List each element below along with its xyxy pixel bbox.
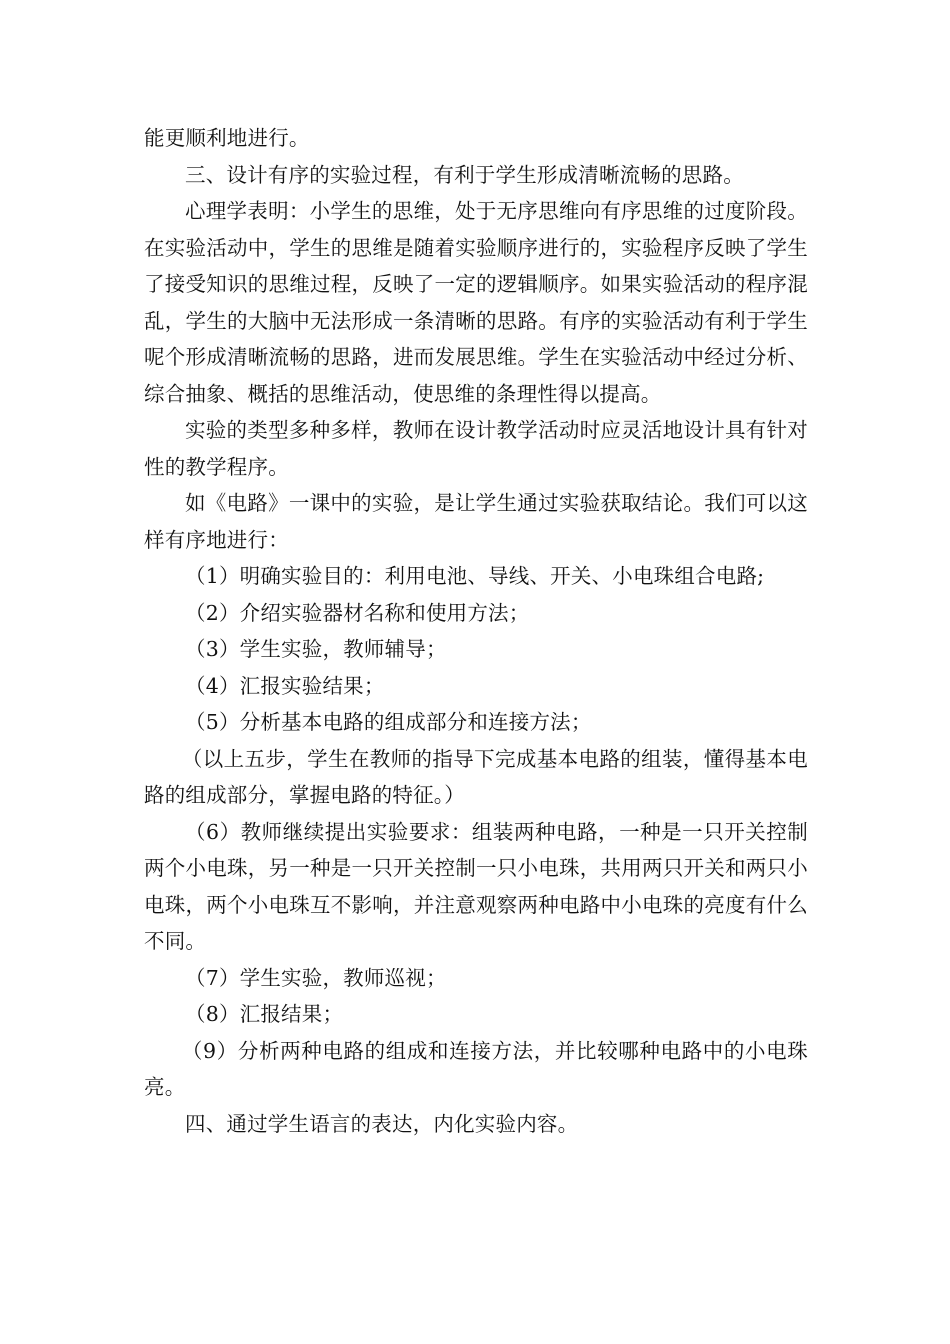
list-item-step-7: （7）学生实验，教师巡视； bbox=[185, 965, 447, 990]
list-item-step-4: （4）汇报实验结果； bbox=[185, 673, 385, 698]
section-heading-4: 四、通过学生语言的表达，内化实验内容。 bbox=[185, 1111, 579, 1136]
list-item-step-5: （5）分析基本电路的组成部分和连接方法； bbox=[185, 710, 592, 734]
list-item-step-1: （1）明确实验目的：利用电池、导线、开关、小电珠组合电路; bbox=[185, 564, 765, 588]
list-item-step-8: （8）汇报结果； bbox=[185, 1002, 344, 1026]
paragraph-circuit-example: 如《电路》一课中的实验，是让学生通过实验获取结论。我们可以这样有序地进行： bbox=[144, 491, 808, 552]
paragraph-experiment-types: 实验的类型多种多样，教师在设计教学活动时应灵活地设计具有针对性的教学程序。 bbox=[144, 418, 808, 479]
list-item-step-6: （6）教师继续提出实验要求：组装两种电路，一种是一只开关控制两个小电珠，另一种是一只开关控制一只小电珠，共用两只开关和两只小电珠，两个小电珠互不影响，并注意观察两种电路中小电珠的亮度有什么不同。 bbox=[144, 819, 808, 953]
list-item-step-2: （2）介绍实验器材名称和使用方法； bbox=[185, 600, 530, 625]
section-heading-3: 三、设计有序的实验过程，有利于学生形成清晰流畅的思路。 bbox=[185, 162, 744, 187]
paragraph-continuation: 能更顺利地进行。 bbox=[144, 126, 310, 150]
paragraph-steps-summary: （以上五步，学生在教师的指导下完成基本电路的组装，懂得基本电路的组成部分，掌握电路的特征。） bbox=[144, 746, 808, 807]
list-item-step-3: （3）学生实验，教师辅导； bbox=[185, 637, 447, 661]
list-item-step-9: （9）分析两种电路的组成和连接方法，并比较哪种电路中的小电珠亮。 bbox=[144, 1038, 808, 1099]
paragraph-psychology: 心理学表明：小学生的思维，处于无序思维向有序思维的过度阶段。在实验活动中，学生的思维是随着实验顺序进行的，实验程序反映了学生了接受知识的思维过程，反映了一定的逻辑顺序。如果实验活动的程序混乱，学生的大脑中无法形成一条清晰的思路。有序的实验活动有利于学生呢个形成清晰流畅的思路，进而发展思维。学生在实验活动中经过分析、综合抽象、概括的思维活动，使思维的条理性得以提高。 bbox=[144, 199, 808, 406]
document-body bbox=[144, 120, 808, 1142]
